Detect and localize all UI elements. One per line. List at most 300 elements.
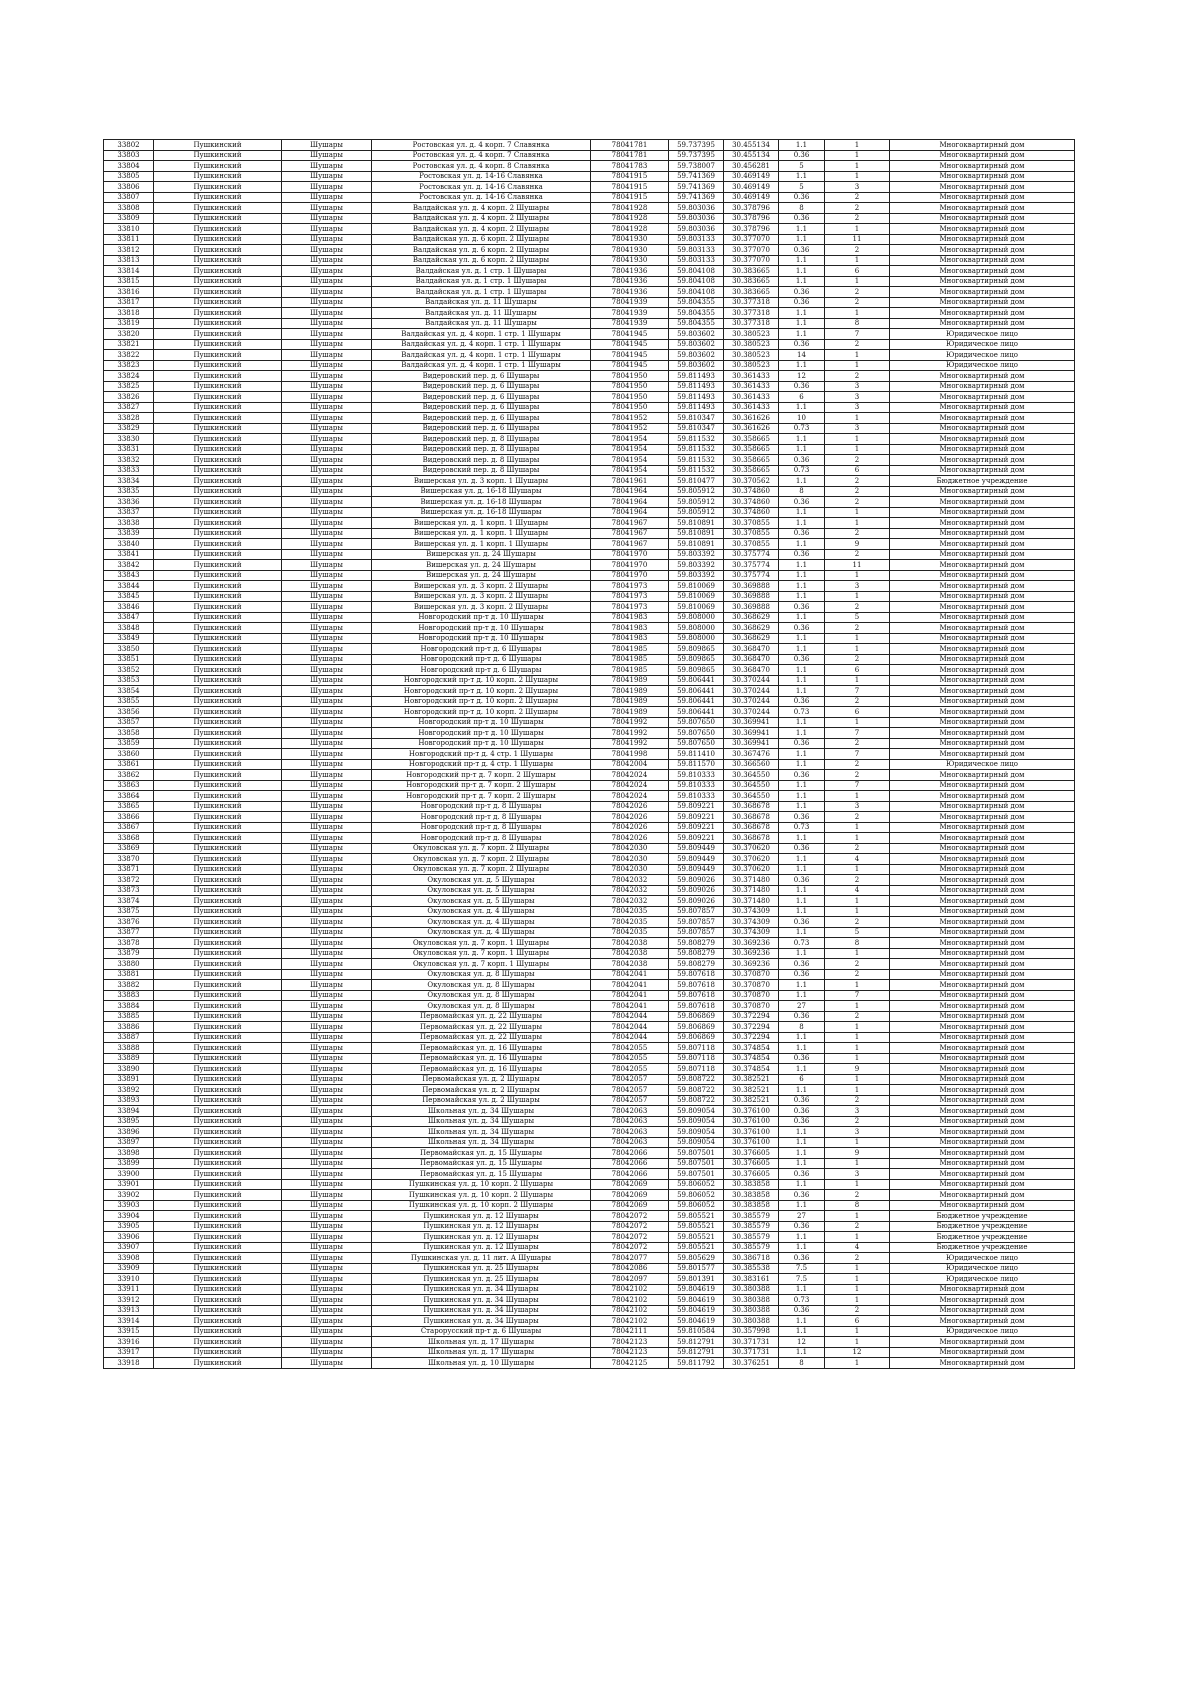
type-cell: Многоквартирный дом — [890, 392, 1075, 403]
address-cell: Новгородский пр-т д. 10 корп. 2 Шушары — [372, 696, 591, 707]
municipality-cell: Шушары — [282, 497, 372, 508]
address-cell: Новгородский пр-т д. 10 корп. 2 Шушары — [372, 675, 591, 686]
municipality-cell: Шушары — [282, 339, 372, 350]
district-cell: Пушкинский — [154, 192, 282, 203]
longitude-cell: 30.370855 — [724, 528, 779, 539]
count-cell: 3 — [825, 381, 890, 392]
count-cell: 1 — [825, 507, 890, 518]
count-cell: 2 — [825, 213, 890, 224]
count-cell: 1 — [825, 791, 890, 802]
value-cell: 1.1 — [779, 234, 825, 245]
municipality-cell: Шушары — [282, 864, 372, 875]
latitude-cell: 59.803133 — [669, 255, 724, 266]
row-id: 33881 — [104, 969, 154, 980]
code-cell: 78041961 — [591, 476, 669, 487]
district-cell: Пушкинский — [154, 224, 282, 235]
type-cell: Многоквартирный дом — [890, 1116, 1075, 1127]
longitude-cell: 30.358665 — [724, 434, 779, 445]
municipality-cell: Шушары — [282, 1001, 372, 1012]
table-row — [104, 192, 1075, 203]
row-id: 33909 — [104, 1263, 154, 1274]
code-cell: 78041783 — [591, 161, 669, 172]
municipality-cell: Шушары — [282, 990, 372, 1001]
longitude-cell: 30.371480 — [724, 875, 779, 886]
municipality-cell: Шушары — [282, 1274, 372, 1285]
row-id: 33861 — [104, 759, 154, 770]
type-cell: Многоквартирный дом — [890, 1358, 1075, 1369]
code-cell: 78041936 — [591, 276, 669, 287]
district-cell: Пушкинский — [154, 864, 282, 875]
longitude-cell: 30.378796 — [724, 203, 779, 214]
longitude-cell: 30.370244 — [724, 707, 779, 718]
table-row — [104, 1137, 1075, 1148]
table-row — [104, 581, 1075, 592]
latitude-cell: 59.810891 — [669, 528, 724, 539]
municipality-cell: Шушары — [282, 318, 372, 329]
latitude-cell: 59.803133 — [669, 234, 724, 245]
type-cell: Многоквартирный дом — [890, 728, 1075, 739]
type-cell: Многоквартирный дом — [890, 1064, 1075, 1075]
latitude-cell: 59.810069 — [669, 581, 724, 592]
address-cell: Первомайская ул. д. 22 Шушары — [372, 1032, 591, 1043]
code-cell: 78042072 — [591, 1211, 669, 1222]
municipality-cell: Шушары — [282, 203, 372, 214]
code-cell: 78042044 — [591, 1022, 669, 1033]
type-cell: Многоквартирный дом — [890, 413, 1075, 424]
count-cell: 9 — [825, 1148, 890, 1159]
table-row — [104, 507, 1075, 518]
district-cell: Пушкинский — [154, 329, 282, 340]
code-cell: 78042102 — [591, 1284, 669, 1295]
latitude-cell: 59.809221 — [669, 801, 724, 812]
count-cell: 1 — [825, 1085, 890, 1096]
district-cell: Пушкинский — [154, 1032, 282, 1043]
type-cell: Многоквартирный дом — [890, 1043, 1075, 1054]
row-id: 33901 — [104, 1179, 154, 1190]
municipality-cell: Шушары — [282, 1064, 372, 1075]
address-cell: Старорусский пр-т д. 6 Шушары — [372, 1326, 591, 1337]
district-cell: Пушкинский — [154, 791, 282, 802]
longitude-cell: 30.380388 — [724, 1305, 779, 1316]
table-row — [104, 1190, 1075, 1201]
row-id: 33844 — [104, 581, 154, 592]
value-cell: 0.36 — [779, 1169, 825, 1180]
municipality-cell: Шушары — [282, 423, 372, 434]
value-cell: 1.1 — [779, 1032, 825, 1043]
type-cell: Многоквартирный дом — [890, 402, 1075, 413]
longitude-cell: 30.376605 — [724, 1148, 779, 1159]
address-cell: Валдайская ул. д. 4 корп. 2 Шушары — [372, 224, 591, 235]
row-id: 33859 — [104, 738, 154, 749]
value-cell: 0.36 — [779, 287, 825, 298]
address-cell: Новгородский пр-т д. 10 Шушары — [372, 612, 591, 623]
district-cell: Пушкинский — [154, 444, 282, 455]
longitude-cell: 30.370562 — [724, 476, 779, 487]
type-cell: Многоквартирный дом — [890, 917, 1075, 928]
district-cell: Пушкинский — [154, 801, 282, 812]
address-cell: Валдайская ул. д. 4 корп. 2 Шушары — [372, 203, 591, 214]
count-cell: 3 — [825, 1127, 890, 1138]
row-id: 33874 — [104, 896, 154, 907]
count-cell: 1 — [825, 1358, 890, 1369]
code-cell: 78042111 — [591, 1326, 669, 1337]
row-id: 33827 — [104, 402, 154, 413]
count-cell: 1 — [825, 1074, 890, 1085]
municipality-cell: Шушары — [282, 1043, 372, 1054]
municipality-cell: Шушары — [282, 1284, 372, 1295]
row-id: 33854 — [104, 686, 154, 697]
table-row — [104, 1127, 1075, 1138]
code-cell: 78042069 — [591, 1190, 669, 1201]
table-row — [104, 1074, 1075, 1085]
latitude-cell: 59.811532 — [669, 455, 724, 466]
code-cell: 78041983 — [591, 633, 669, 644]
value-cell: 0.36 — [779, 528, 825, 539]
code-cell: 78042026 — [591, 822, 669, 833]
address-cell: Ростовская ул. д. 4 корп. 7 Славянка — [372, 140, 591, 151]
code-cell: 78042086 — [591, 1263, 669, 1274]
table-row — [104, 371, 1075, 382]
count-cell: 1 — [825, 948, 890, 959]
longitude-cell: 30.374309 — [724, 927, 779, 938]
district-cell: Пушкинский — [154, 297, 282, 308]
latitude-cell: 59.808000 — [669, 612, 724, 623]
municipality-cell: Шушары — [282, 801, 372, 812]
code-cell: 78042035 — [591, 917, 669, 928]
municipality-cell: Шушары — [282, 150, 372, 161]
row-id: 33885 — [104, 1011, 154, 1022]
latitude-cell: 59.804108 — [669, 276, 724, 287]
table-row — [104, 497, 1075, 508]
longitude-cell: 30.361626 — [724, 423, 779, 434]
type-cell: Многоквартирный дом — [890, 1085, 1075, 1096]
code-cell: 78042066 — [591, 1148, 669, 1159]
latitude-cell: 59.807501 — [669, 1169, 724, 1180]
code-cell: 78042004 — [591, 759, 669, 770]
count-cell: 2 — [825, 696, 890, 707]
row-id: 33832 — [104, 455, 154, 466]
longitude-cell: 30.385579 — [724, 1221, 779, 1232]
value-cell: 1.1 — [779, 759, 825, 770]
district-cell: Пушкинский — [154, 1221, 282, 1232]
row-id: 33841 — [104, 549, 154, 560]
row-id: 33829 — [104, 423, 154, 434]
municipality-cell: Шушары — [282, 360, 372, 371]
table-row — [104, 623, 1075, 634]
district-cell: Пушкинский — [154, 203, 282, 214]
type-cell: Многоквартирный дом — [890, 1095, 1075, 1106]
address-cell: Окуловская ул. д. 5 Шушары — [372, 885, 591, 896]
longitude-cell: 30.383665 — [724, 276, 779, 287]
type-cell: Многоквартирный дом — [890, 255, 1075, 266]
longitude-cell: 30.372294 — [724, 1032, 779, 1043]
row-id: 33870 — [104, 854, 154, 865]
longitude-cell: 30.385538 — [724, 1263, 779, 1274]
count-cell: 5 — [825, 612, 890, 623]
table-row — [104, 360, 1075, 371]
district-cell: Пушкинский — [154, 255, 282, 266]
value-cell: 8 — [779, 1358, 825, 1369]
count-cell: 1 — [825, 1137, 890, 1148]
municipality-cell: Шушары — [282, 1158, 372, 1169]
count-cell: 1 — [825, 822, 890, 833]
row-id: 33849 — [104, 633, 154, 644]
code-cell: 78041954 — [591, 444, 669, 455]
value-cell: 0.36 — [779, 1305, 825, 1316]
district-cell: Пушкинский — [154, 717, 282, 728]
latitude-cell: 59.812791 — [669, 1347, 724, 1358]
code-cell: 78042069 — [591, 1179, 669, 1190]
district-cell: Пушкинский — [154, 602, 282, 613]
district-cell: Пушкинский — [154, 308, 282, 319]
longitude-cell: 30.386718 — [724, 1253, 779, 1264]
row-id: 33913 — [104, 1305, 154, 1316]
district-cell: Пушкинский — [154, 392, 282, 403]
value-cell: 7.5 — [779, 1274, 825, 1285]
latitude-cell: 59.805912 — [669, 507, 724, 518]
type-cell: Юридическое лицо — [890, 1326, 1075, 1337]
longitude-cell: 30.456281 — [724, 161, 779, 172]
type-cell: Многоквартирный дом — [890, 581, 1075, 592]
row-id: 33916 — [104, 1337, 154, 1348]
district-cell: Пушкинский — [154, 1326, 282, 1337]
latitude-cell: 59.807857 — [669, 917, 724, 928]
value-cell: 1.1 — [779, 444, 825, 455]
address-cell: Окуловская ул. д. 5 Шушары — [372, 896, 591, 907]
row-id: 33910 — [104, 1274, 154, 1285]
address-cell: Видеровский пер. д. 6 Шушары — [372, 423, 591, 434]
value-cell: 0.36 — [779, 959, 825, 970]
latitude-cell: 59.806441 — [669, 675, 724, 686]
table-row — [104, 675, 1075, 686]
table-row — [104, 665, 1075, 676]
address-cell: Новгородский пр-т д. 7 корп. 2 Шушары — [372, 770, 591, 781]
address-cell: Пушкинская ул. д. 34 Шушары — [372, 1295, 591, 1306]
code-cell: 78042026 — [591, 833, 669, 844]
row-id: 33853 — [104, 675, 154, 686]
municipality-cell: Шушары — [282, 843, 372, 854]
longitude-cell: 30.370244 — [724, 686, 779, 697]
count-cell: 3 — [825, 392, 890, 403]
count-cell: 1 — [825, 171, 890, 182]
latitude-cell: 59.741369 — [669, 171, 724, 182]
type-cell: Многоквартирный дом — [890, 518, 1075, 529]
municipality-cell: Шушары — [282, 707, 372, 718]
row-id: 33891 — [104, 1074, 154, 1085]
address-cell: Первомайская ул. д. 16 Шушары — [372, 1064, 591, 1075]
type-cell: Многоквартирный дом — [890, 623, 1075, 634]
longitude-cell: 30.383858 — [724, 1200, 779, 1211]
row-id: 33887 — [104, 1032, 154, 1043]
value-cell: 1.1 — [779, 581, 825, 592]
type-cell: Многоквартирный дом — [890, 276, 1075, 287]
value-cell: 1.1 — [779, 318, 825, 329]
value-cell: 0.36 — [779, 738, 825, 749]
latitude-cell: 59.810891 — [669, 539, 724, 550]
type-cell: Многоквартирный дом — [890, 822, 1075, 833]
table-row — [104, 1232, 1075, 1243]
address-cell: Окуловская ул. д. 7 корп. 1 Шушары — [372, 948, 591, 959]
count-cell: 1 — [825, 1053, 890, 1064]
district-cell: Пушкинский — [154, 665, 282, 676]
type-cell: Многоквартирный дом — [890, 444, 1075, 455]
count-cell: 2 — [825, 623, 890, 634]
municipality-cell: Шушары — [282, 1074, 372, 1085]
type-cell: Многоквартирный дом — [890, 560, 1075, 571]
address-cell: Первомайская ул. д. 22 Шушары — [372, 1022, 591, 1033]
municipality-cell: Шушары — [282, 959, 372, 970]
address-cell: Вишерская ул. д. 1 корп. 1 Шушары — [372, 528, 591, 539]
code-cell: 78042063 — [591, 1106, 669, 1117]
code-cell: 78042057 — [591, 1095, 669, 1106]
address-cell: Ростовская ул. д. 14-16 Славянка — [372, 192, 591, 203]
latitude-cell: 59.804108 — [669, 266, 724, 277]
address-cell: Школьная ул. д. 34 Шушары — [372, 1137, 591, 1148]
table-row — [104, 528, 1075, 539]
type-cell: Многоквартирный дом — [890, 1022, 1075, 1033]
type-cell: Многоквартирный дом — [890, 1053, 1075, 1064]
latitude-cell: 59.803036 — [669, 213, 724, 224]
district-cell: Пушкинский — [154, 360, 282, 371]
code-cell: 78042032 — [591, 896, 669, 907]
count-cell: 11 — [825, 234, 890, 245]
count-cell: 1 — [825, 413, 890, 424]
district-cell: Пушкинский — [154, 654, 282, 665]
longitude-cell: 30.358665 — [724, 444, 779, 455]
municipality-cell: Шушары — [282, 717, 372, 728]
row-id: 33806 — [104, 182, 154, 193]
address-cell: Окуловская ул. д. 8 Шушары — [372, 969, 591, 980]
municipality-cell: Шушары — [282, 560, 372, 571]
latitude-cell: 59.807118 — [669, 1043, 724, 1054]
address-cell: Валдайская ул. д. 4 корп. 1 стр. 1 Шушары — [372, 350, 591, 361]
count-cell: 3 — [825, 581, 890, 592]
type-cell: Многоквартирный дом — [890, 465, 1075, 476]
row-id: 33918 — [104, 1358, 154, 1369]
table-row — [104, 213, 1075, 224]
value-cell: 1.1 — [779, 507, 825, 518]
table-row — [104, 1032, 1075, 1043]
address-cell: Новгородский пр-т д. 10 Шушары — [372, 717, 591, 728]
longitude-cell: 30.368629 — [724, 612, 779, 623]
count-cell: 1 — [825, 591, 890, 602]
municipality-cell: Шушары — [282, 518, 372, 529]
latitude-cell: 59.811532 — [669, 434, 724, 445]
latitude-cell: 59.811532 — [669, 465, 724, 476]
municipality-cell: Шушары — [282, 486, 372, 497]
value-cell: 1.1 — [779, 539, 825, 550]
address-cell: Новгородский пр-т д. 10 Шушары — [372, 728, 591, 739]
latitude-cell: 59.807501 — [669, 1158, 724, 1169]
district-cell: Пушкинский — [154, 591, 282, 602]
longitude-cell: 30.383665 — [724, 266, 779, 277]
longitude-cell: 30.368470 — [724, 665, 779, 676]
count-cell: 7 — [825, 686, 890, 697]
latitude-cell: 59.809054 — [669, 1116, 724, 1127]
address-cell: Вишерская ул. д. 3 корп. 2 Шушары — [372, 591, 591, 602]
latitude-cell: 59.806869 — [669, 1022, 724, 1033]
longitude-cell: 30.368678 — [724, 822, 779, 833]
latitude-cell: 59.803392 — [669, 560, 724, 571]
table-row — [104, 759, 1075, 770]
table-row — [104, 140, 1075, 151]
municipality-cell: Шушары — [282, 791, 372, 802]
value-cell: 12 — [779, 1337, 825, 1348]
type-cell: Многоквартирный дом — [890, 1169, 1075, 1180]
municipality-cell: Шушары — [282, 392, 372, 403]
value-cell: 0.73 — [779, 423, 825, 434]
code-cell: 78042026 — [591, 801, 669, 812]
table-row — [104, 1200, 1075, 1211]
address-cell: Школьная ул. д. 34 Шушары — [372, 1106, 591, 1117]
longitude-cell: 30.369888 — [724, 591, 779, 602]
count-cell: 1 — [825, 1158, 890, 1169]
type-cell: Многоквартирный дом — [890, 1295, 1075, 1306]
value-cell: 1.1 — [779, 1232, 825, 1243]
longitude-cell: 30.376605 — [724, 1169, 779, 1180]
row-id: 33868 — [104, 833, 154, 844]
row-id: 33882 — [104, 980, 154, 991]
count-cell: 2 — [825, 476, 890, 487]
district-cell: Пушкинский — [154, 1106, 282, 1117]
district-cell: Пушкинский — [154, 770, 282, 781]
latitude-cell: 59.807118 — [669, 1064, 724, 1075]
district-cell: Пушкинский — [154, 1053, 282, 1064]
row-id: 33906 — [104, 1232, 154, 1243]
district-cell: Пушкинский — [154, 497, 282, 508]
address-cell: Видеровский пер. д. 6 Шушары — [372, 381, 591, 392]
table-row — [104, 843, 1075, 854]
row-id: 33890 — [104, 1064, 154, 1075]
municipality-cell: Шушары — [282, 1347, 372, 1358]
table-row — [104, 612, 1075, 623]
district-cell: Пушкинский — [154, 1022, 282, 1033]
latitude-cell: 59.803036 — [669, 224, 724, 235]
latitude-cell: 59.810333 — [669, 770, 724, 781]
table-row — [104, 255, 1075, 266]
type-cell: Многоквартирный дом — [890, 1337, 1075, 1348]
district-cell: Пушкинский — [154, 959, 282, 970]
address-cell: Новгородский пр-т д. 6 Шушары — [372, 654, 591, 665]
latitude-cell: 59.741369 — [669, 192, 724, 203]
latitude-cell: 59.808000 — [669, 623, 724, 634]
row-id: 33907 — [104, 1242, 154, 1253]
row-id: 33836 — [104, 497, 154, 508]
address-cell: Школьная ул. д. 17 Шушары — [372, 1337, 591, 1348]
row-id: 33888 — [104, 1043, 154, 1054]
latitude-cell: 59.811532 — [669, 444, 724, 455]
district-cell: Пушкинский — [154, 266, 282, 277]
count-cell: 2 — [825, 812, 890, 823]
latitude-cell: 59.811493 — [669, 381, 724, 392]
longitude-cell: 30.383858 — [724, 1179, 779, 1190]
address-cell: Вишерская ул. д. 3 корп. 2 Шушары — [372, 581, 591, 592]
address-cell: Пушкинская ул. д. 12 Шушары — [372, 1211, 591, 1222]
type-cell: Многоквартирный дом — [890, 885, 1075, 896]
code-cell: 78041781 — [591, 150, 669, 161]
longitude-cell: 30.369941 — [724, 717, 779, 728]
longitude-cell: 30.377070 — [724, 245, 779, 256]
count-cell: 6 — [825, 1316, 890, 1327]
address-cell: Пушкинская ул. д. 11 лит. А Шушары — [372, 1253, 591, 1264]
latitude-cell: 59.811792 — [669, 1358, 724, 1369]
latitude-cell: 59.807650 — [669, 738, 724, 749]
latitude-cell: 59.803392 — [669, 570, 724, 581]
table-row — [104, 1337, 1075, 1348]
table-row — [104, 1169, 1075, 1180]
type-cell: Многоквартирный дом — [890, 864, 1075, 875]
code-cell: 78042038 — [591, 948, 669, 959]
